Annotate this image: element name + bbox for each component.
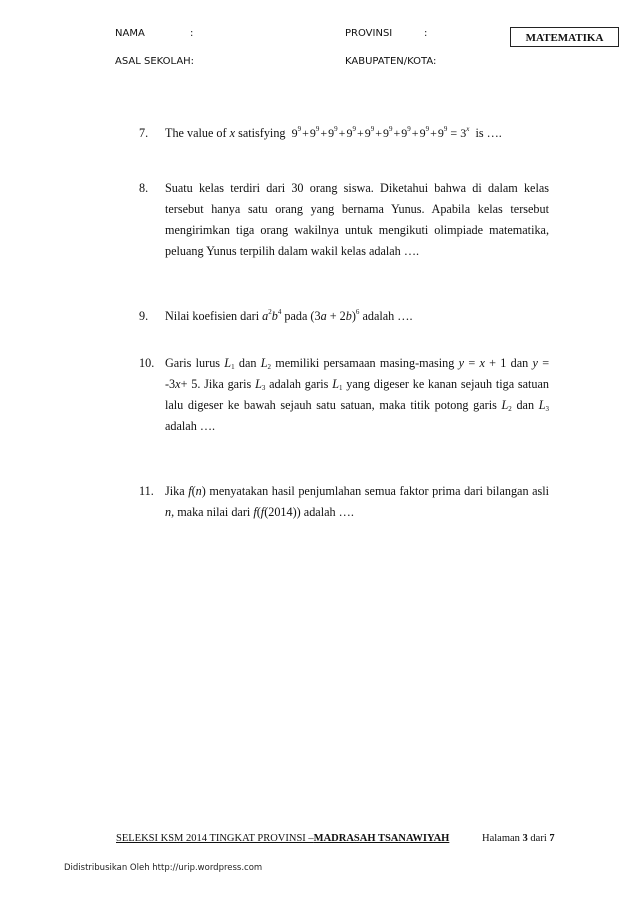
provinsi-label: PROVINSI	[345, 28, 393, 39]
footer-exam-title: SELEKSI KSM 2014 TINGKAT PROVINSI –MADRASAH TSANAWIYAH	[116, 833, 450, 844]
question-11	[139, 481, 549, 523]
subject-badge: MATEMATIKA	[510, 27, 619, 47]
question-text: Nilai koefisien dari $a^2b^4$ pada $(3a + 2b)^6$ adalah ….	[165, 308, 413, 323]
power-term: $9^9$	[437, 125, 448, 140]
plus-sign: +	[338, 126, 346, 140]
plus-sign: +	[430, 126, 437, 140]
plus-sign: +	[320, 126, 328, 140]
footer-page-number: Halaman 3 dari 7	[482, 833, 555, 844]
provinsi-colon: :	[424, 28, 428, 39]
question-text: Jika f(n) menyatakan hasil penjumlahan semua faktor prima dari bilangan asli n, maka nilai dari f(f(2014)) adalah ….	[165, 484, 550, 519]
power-term: $9^9$	[401, 125, 411, 140]
question-8	[139, 178, 549, 262]
question-10	[139, 353, 549, 437]
equation-rhs: 3$^x$	[460, 125, 470, 140]
power-term: $9^9$	[364, 125, 375, 140]
equation-equals: =	[450, 126, 458, 140]
question-number: 7.	[139, 126, 149, 140]
question-text: Garis lurus $L_1$ dan $L_2$ memiliki persamaan masing-masing y = x + 1 dan y = -3x+ 5. Jika garis $L_3$ adalah garis $L_1$ yang digeser ke kanan sejauh tiga satuan lalu digeser ke bawah sejauh satu satuan, maka titik potong garis $L_2$ dan $L_3$ adalah ….	[165, 356, 550, 433]
power-term: $9^9$	[328, 125, 338, 140]
question-number: 11.	[139, 484, 154, 498]
nama-label: NAMA	[115, 28, 145, 39]
question-number: 8.	[139, 181, 149, 195]
power-term: $9^9$	[291, 125, 302, 140]
power-term: $9^9$	[419, 125, 430, 140]
power-term: $9^9$	[383, 125, 393, 140]
question-text: Suatu kelas terdiri dari 30 orang siswa. Diketahui bahwa di dalam kelas tersebut hanya satu orang yang bernama Yunus. Apabila kelas tersebut mengirimkan tiga orang wakilnya untuk mengikuti olimpiade matematika, peluang Yunus terpilih dalam wakil kelas adalah ….	[165, 181, 549, 258]
plus-sign: +	[375, 126, 383, 140]
question-text: The value of x satisfying $9^9+9^9+9^9+9^9+9^9+9^9+9^9+9^9+9^9 = 3^x$ is ….	[165, 125, 502, 140]
plus-sign: +	[411, 126, 419, 140]
plus-sign: +	[356, 126, 364, 140]
question-7	[139, 123, 549, 144]
question-number: 10.	[139, 356, 155, 370]
kabupaten-label: KABUPATEN/KOTA:	[345, 56, 437, 67]
nama-colon: :	[190, 28, 194, 39]
plus-sign: +	[302, 126, 309, 140]
power-term: $9^9$	[346, 125, 356, 140]
power-term: $9^9$	[309, 125, 320, 140]
question-9	[139, 306, 549, 327]
question-number: 9.	[139, 309, 149, 323]
equation	[292, 126, 448, 140]
sekolah-label: ASAL SEKOLAH:	[115, 56, 195, 67]
distribution-note: Didistribusikan Oleh http://urip.wordpress.com	[64, 863, 263, 873]
plus-sign: +	[393, 126, 401, 140]
